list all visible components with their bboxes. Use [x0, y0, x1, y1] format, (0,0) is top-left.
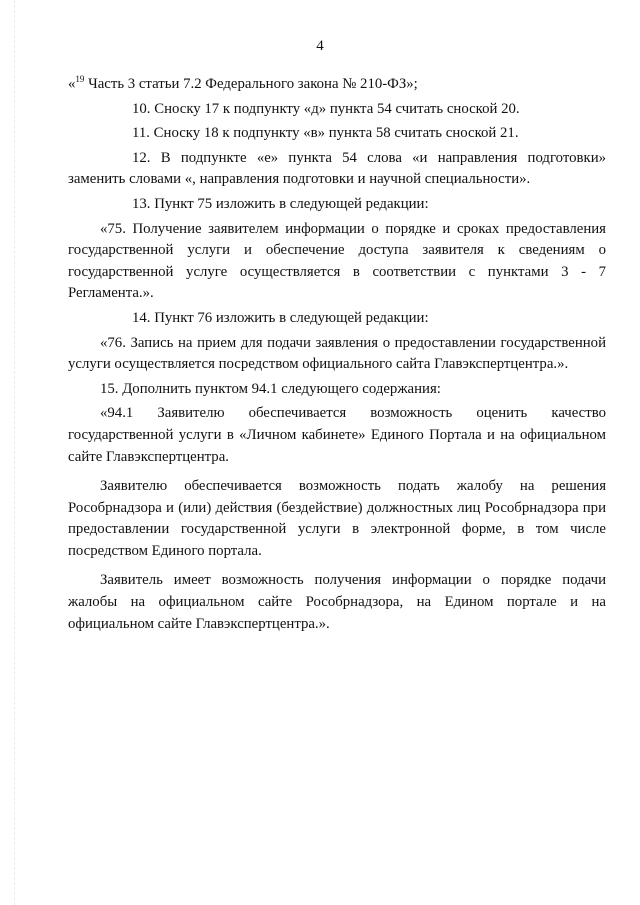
paragraph-text: Заявитель имеет возможность получения информации о порядке подачи жалобы на официальном сайте Рособрнадзора, на Едином портале и на официальном сайте Главэкспертцентра.». [68, 572, 606, 632]
page-number: 4 [316, 38, 324, 54]
paragraph-number: 13. [132, 195, 151, 212]
paragraph-text: «76. Запись на прием для подачи заявления о предоставлении государственной услуги осуществляется посредством официального сайта Главэкспертцентра.». [68, 334, 606, 373]
paragraph-15 [68, 379, 606, 401]
footnote-mark: 19 [75, 74, 85, 84]
paragraph-text: «75. Получение заявителем информации о порядке и сроках предоставления государственной услуги и обеспечение доступа заявителя к сведениям о государственной услуге осуществляется в соответствии с пунктами 3 - 7 Регламента.». [68, 220, 606, 302]
paragraph-text: Заявителю обеспечивается возможность подать жалобу на решения Рособрнадзора и (или) действия (бездействие) должностных лиц Рособрнадзора при предоставлении государственной услуги в электронной форме, в том числе посредством Единого портала. [68, 478, 606, 559]
paragraph-14 [68, 308, 606, 330]
paragraph-11 [68, 123, 606, 145]
paragraph-94-1-quote [68, 403, 606, 468]
paragraph-76-quote [68, 333, 606, 376]
paragraph-text: Сноску 18 к подпункту «в» пункта 58 считать сноской 21. [153, 125, 519, 142]
paragraph-complaint-info [68, 570, 606, 635]
paragraph-text: Сноску 17 к подпункту «д» пункта 54 считать сноской 20. [154, 100, 520, 117]
paragraph-text: Пункт 75 изложить в следующей редакции: [154, 195, 429, 212]
footnote-text: Часть 3 статьи 7.2 Федерального закона № 210-ФЗ»; [84, 76, 418, 92]
footnote-open-quote: « [68, 76, 76, 92]
footnote-line [68, 74, 606, 96]
paragraph-text: Дополнить пунктом 94.1 следующего содержания: [122, 380, 441, 397]
paragraph-text: «94.1 Заявителю обеспечивается возможность оценить качество государственной услуги в «Личном кабинете» Единого Портала и на официальном сайте Главэкспертцентра. [68, 405, 606, 465]
scan-edge-line [14, 0, 15, 905]
paragraph-complaint [68, 476, 606, 562]
paragraph-number: 11. [132, 125, 150, 142]
paragraph-10 [68, 99, 606, 121]
paragraph-number: 10. [132, 100, 151, 117]
paragraph-number: 14. [132, 309, 151, 326]
paragraph-text: Пункт 76 изложить в следующей редакции: [154, 309, 429, 326]
paragraph-number: 12. [132, 149, 151, 166]
paragraph-12 [68, 148, 606, 191]
paragraph-13 [68, 194, 606, 216]
paragraph-number: 15. [100, 380, 119, 397]
document-body [68, 74, 606, 635]
paragraph-75-quote [68, 219, 606, 305]
paragraph-text: В подпункте «е» пункта 54 слова «и направления подготовки» заменить словами «, направления подготовки и научной специальности». [68, 149, 607, 188]
